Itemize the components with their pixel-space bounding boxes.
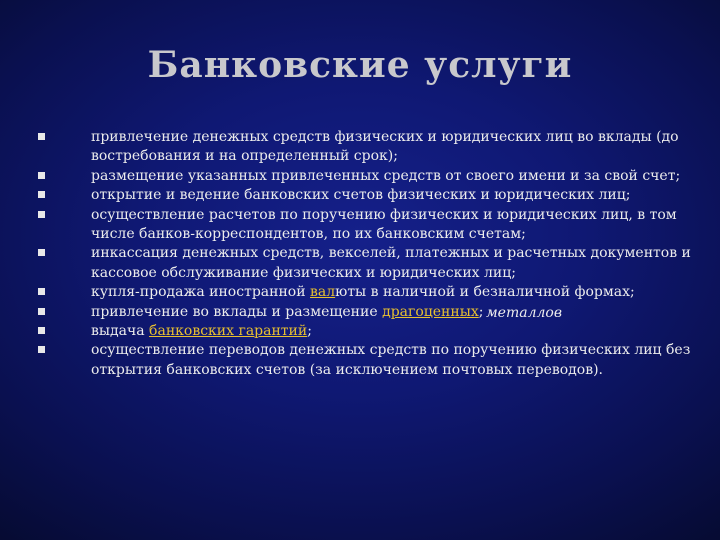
list-item-text: осуществление переводов денежных средств по поручению физических лиц без открытия банковских счетов (за исключением почтовых переводов).: [91, 342, 691, 378]
precious-metals-link-group: [382, 303, 562, 321]
square-bullet-icon: [38, 288, 45, 295]
list-item-text-start: купля-продажа иностранной: [91, 284, 310, 301]
list-item-text-end: ;: [478, 303, 484, 320]
square-bullet-icon: [38, 191, 45, 198]
bullet-list: [38, 128, 710, 380]
list-item-text: осуществление расчетов по поручению физических и юридических лиц, в том числе банков-корреспондентов, по их банковским счетам;: [91, 206, 677, 243]
list-item-text-end: юты в наличной и безналичной формах;: [335, 284, 635, 301]
slide-title: Банковские услуги: [147, 44, 573, 86]
square-bullet-icon: [38, 133, 45, 140]
list-item: [38, 322, 710, 341]
list-item-text: привлечение денежных средств физических и юридических лиц во вклады (до востребования и на определенный срок);: [91, 129, 679, 165]
list-item: [38, 128, 710, 167]
list-item: [38, 283, 710, 302]
currency-link[interactable]: вал: [310, 284, 336, 301]
list-item-text-start: привлечение во вклады и размещение: [91, 303, 383, 320]
square-bullet-icon: [38, 346, 45, 353]
list-item: [38, 303, 710, 322]
list-item-text-end: ;: [307, 323, 312, 340]
square-bullet-icon: [38, 327, 45, 334]
square-bullet-icon: [38, 308, 45, 315]
list-item: [38, 186, 710, 205]
square-bullet-icon: [38, 172, 45, 179]
bank-guarantees-link[interactable]: банковских гарантий: [149, 323, 308, 340]
square-bullet-icon: [38, 249, 45, 256]
list-item-text: инкассация денежных средств, векселей, платежных и расчетных документов и кассовое обслуживание физических и юридических лиц;: [91, 245, 691, 281]
precious-metals-link[interactable]: драгоценных: [382, 303, 479, 320]
list-item: [38, 167, 710, 186]
list-item: [38, 244, 710, 283]
overlapping-text: металлов: [486, 304, 562, 321]
list-item-text: размещение указанных привлеченных средств от своего имени и за свой счет;: [91, 167, 681, 184]
list-item-text-start: выдача: [91, 323, 150, 340]
list-item: [38, 341, 710, 380]
square-bullet-icon: [38, 211, 45, 218]
list-item-text: открытие и ведение банковских счетов физических и юридических лиц;: [91, 187, 631, 204]
list-item: [38, 206, 710, 245]
